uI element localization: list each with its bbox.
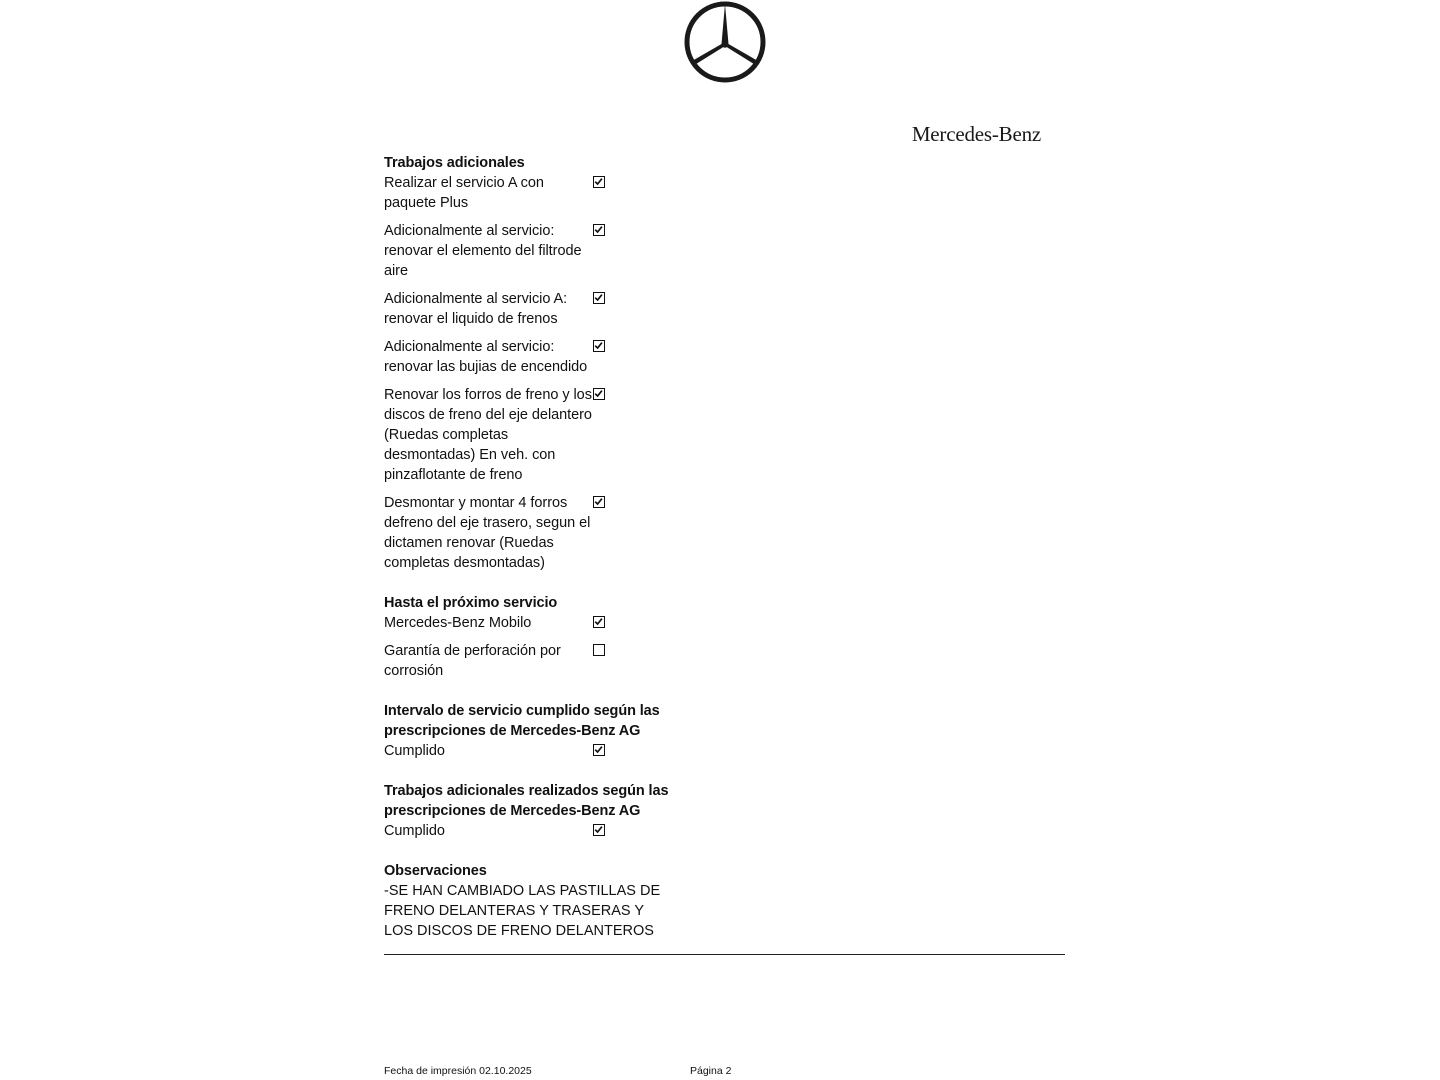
- list-item: [384, 821, 684, 841]
- section-additional-work-done: [384, 781, 684, 841]
- check-icon: [594, 745, 603, 754]
- checkbox[interactable]: [593, 496, 605, 508]
- item-label: Adicionalmente al servicio: renovar las bujias de encendido: [384, 339, 588, 375]
- checkbox[interactable]: [593, 644, 605, 656]
- checkbox[interactable]: [593, 340, 605, 352]
- check-icon: [594, 341, 603, 350]
- item-label: Cumplido: [384, 823, 445, 839]
- section-title: Hasta el próximo servicio: [384, 595, 558, 611]
- list-item: [384, 289, 684, 329]
- divider: [384, 954, 1065, 955]
- item-label: Desmontar y montar 4 forros defreno del eje trasero, segun el dictamen renovar (Ruedas completas desmontadas): [384, 495, 591, 571]
- brand-wordmark: Mercedes-Benz: [911, 122, 1041, 146]
- section-additional-work: [384, 153, 684, 573]
- observations-text: -SE HAN CAMBIADO LAS PASTILLAS DE FRENO DELANTERAS Y TRASERAS Y LOS DISCOS DE FRENO DELANTEROS: [384, 883, 661, 939]
- item-label: Adicionalmente al servicio A: renovar el liquido de frenos: [384, 291, 568, 327]
- section-title: Trabajos adicionales realizados según las prescripciones de Mercedes-Benz AG: [384, 783, 669, 819]
- section-until-next-service: [384, 593, 684, 681]
- item-label: Mercedes-Benz Mobilo: [384, 615, 532, 631]
- checkbox[interactable]: [593, 224, 605, 236]
- check-icon: [594, 825, 603, 834]
- check-icon: [594, 617, 603, 626]
- mercedes-star-icon: [683, 0, 767, 84]
- page-number: Página 2: [690, 1065, 732, 1077]
- checkbox[interactable]: [593, 176, 605, 188]
- list-item: [384, 613, 684, 633]
- check-icon: [594, 177, 603, 186]
- section-service-interval: [384, 701, 684, 761]
- print-date: Fecha de impresión 02.10.2025: [384, 1065, 532, 1077]
- list-item: [384, 385, 684, 485]
- checkbox[interactable]: [593, 824, 605, 836]
- section-title: Intervalo de servicio cumplido según las prescripciones de Mercedes-Benz AG: [384, 703, 660, 739]
- list-item: [384, 173, 684, 213]
- section-observations: [384, 861, 684, 941]
- checkbox[interactable]: [593, 616, 605, 628]
- observations-title: Observaciones: [384, 863, 487, 879]
- item-label: Adicionalmente al servicio: renovar el elemento del filtrode aire: [384, 223, 582, 279]
- check-icon: [594, 293, 603, 302]
- item-label: Cumplido: [384, 743, 445, 759]
- list-item: [384, 337, 684, 377]
- list-item: [384, 641, 684, 681]
- list-item: [384, 493, 684, 573]
- list-item: [384, 741, 684, 761]
- item-label: Realizar el servicio A con paquete Plus: [384, 175, 544, 211]
- item-label: Garantía de perforación por corrosión: [384, 643, 561, 679]
- service-content: [384, 153, 684, 961]
- section-title: Trabajos adicionales: [384, 155, 525, 171]
- check-icon: [594, 497, 603, 506]
- check-icon: [594, 225, 603, 234]
- check-icon: [594, 389, 603, 398]
- list-item: [384, 221, 684, 281]
- item-label: Renovar los forros de freno y los discos de freno del eje delantero (Ruedas completas desmontadas) En veh. con pinzaflotante de freno: [384, 387, 592, 483]
- checkbox[interactable]: [593, 388, 605, 400]
- checkbox[interactable]: [593, 292, 605, 304]
- checkbox[interactable]: [593, 744, 605, 756]
